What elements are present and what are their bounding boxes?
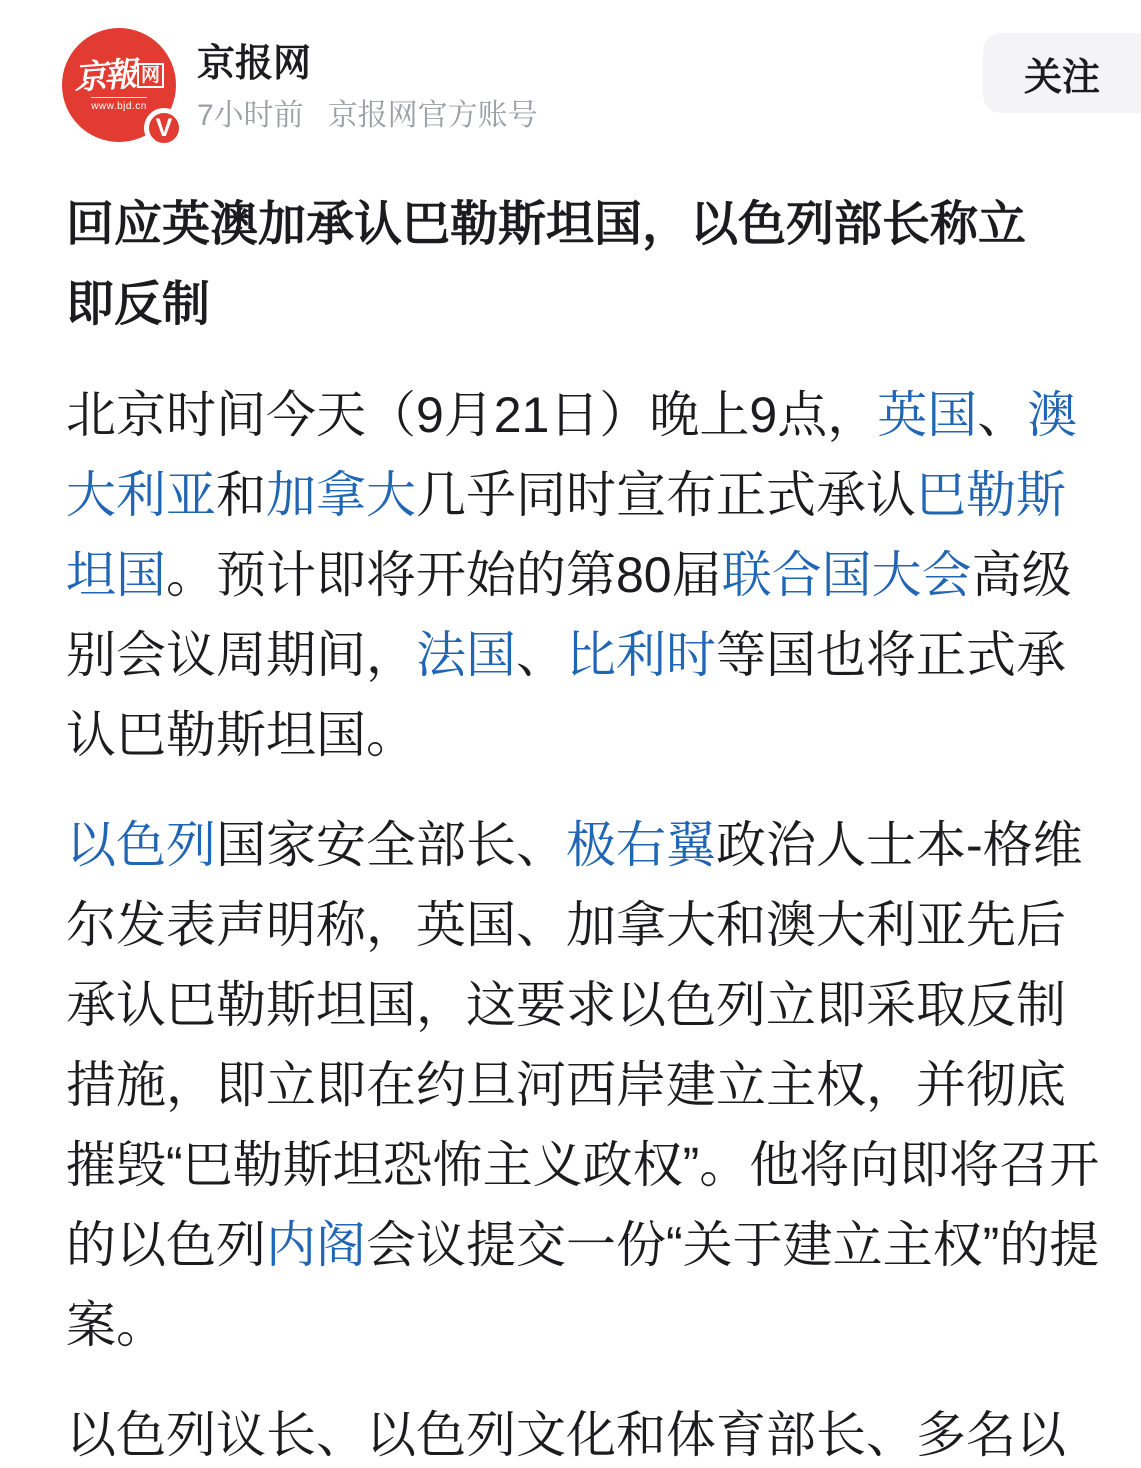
title-line: 回应英澳加承认巴勒斯坦国，以色列部长称立: [66, 198, 1027, 251]
text-run: 等国也将正式承: [716, 627, 1066, 683]
text-line: [66, 805, 1111, 885]
text-line: [66, 695, 1111, 775]
follow-button[interactable]: [983, 33, 1141, 113]
article-body: [66, 375, 1111, 1468]
follow-button-label: 关注: [1023, 56, 1100, 99]
text-line: [66, 965, 1111, 1045]
text-line: [66, 1125, 1111, 1205]
account-description: 京报网官方账号: [327, 99, 538, 132]
text-run: 尔发表声明称，英国、加拿大和澳大利亚先后: [66, 897, 1066, 953]
text-run: 。预计即将开始的第80届: [166, 547, 722, 603]
inline-link[interactable]: 巴勒斯: [916, 467, 1066, 523]
account-meta: [197, 90, 538, 134]
title-line: 即反制: [66, 278, 211, 331]
text-run: 认巴勒斯坦国。: [66, 707, 416, 763]
logo-url-text: www.bjd.cn: [91, 97, 147, 112]
text-line: [66, 1285, 1111, 1365]
text-run: 以色列议长、以色列文化和体育部长、多名以: [66, 1407, 1066, 1463]
article-paragraph: [66, 1395, 1111, 1468]
inline-link[interactable]: 极右翼: [566, 817, 716, 873]
text-run: 的以色列: [66, 1217, 266, 1273]
text-line: [66, 885, 1111, 965]
text-line: [66, 615, 1111, 695]
logo-calligraphy-text: 京報: [72, 54, 136, 96]
text-run: 承认巴勒斯坦国，这要求以色列立即采取反制: [66, 977, 1066, 1033]
text-run: 会议提交一份“关于建立主权”的提: [366, 1217, 1100, 1273]
inline-link[interactable]: 联合国大会: [721, 547, 972, 603]
inline-link[interactable]: 加拿大: [266, 467, 416, 523]
text-line: [66, 535, 1111, 615]
text-run: 几乎同时宣布正式承认: [416, 467, 916, 523]
article-paragraph: [66, 375, 1111, 775]
text-run: 、: [516, 627, 566, 683]
text-run: 别会议周期间，: [66, 627, 416, 683]
text-line: [66, 1205, 1111, 1285]
inline-link[interactable]: 坦国: [66, 547, 166, 603]
text-line: [66, 455, 1111, 535]
account-name[interactable]: 京报网: [197, 43, 312, 85]
text-line: [66, 1395, 1111, 1468]
article-title: [66, 185, 1111, 345]
text-run: 和: [216, 467, 266, 523]
inline-link[interactable]: 以色列: [66, 817, 216, 873]
inline-link[interactable]: 大利亚: [66, 467, 216, 523]
inline-link[interactable]: 澳: [1027, 387, 1078, 443]
text-line: [66, 1045, 1111, 1125]
post-header: [0, 0, 1141, 150]
text-run: 、: [977, 387, 1028, 443]
verified-badge-icon: [144, 108, 184, 148]
inline-link[interactable]: 法国: [416, 627, 516, 683]
text-run: 案。: [66, 1297, 166, 1353]
inline-link[interactable]: 比利时: [566, 627, 716, 683]
text-run: 北京时间今天（9月21日）晚上9点，: [66, 387, 878, 443]
inline-link[interactable]: 内阁: [266, 1217, 366, 1273]
inline-link[interactable]: 英国: [877, 387, 978, 443]
logo-box-char: 网: [137, 63, 164, 88]
post-timestamp: 7小时前: [197, 99, 304, 132]
text-run: 政治人士本-格维: [716, 817, 1083, 873]
article-paragraph: [66, 805, 1111, 1365]
article-content: [0, 185, 1141, 1468]
text-run: 高级: [971, 547, 1072, 603]
text-run: 摧毁“巴勒斯坦恐怖主义政权”。他将向即将召开: [66, 1137, 1100, 1193]
logo-text-row: [72, 54, 164, 96]
text-line: [66, 375, 1111, 455]
text-run: 国家安全部长、: [216, 817, 566, 873]
text-run: 措施，即立即在约旦河西岸建立主权，并彻底: [66, 1057, 1066, 1113]
avatar[interactable]: [62, 28, 176, 142]
verified-badge-letter: V: [155, 113, 173, 142]
